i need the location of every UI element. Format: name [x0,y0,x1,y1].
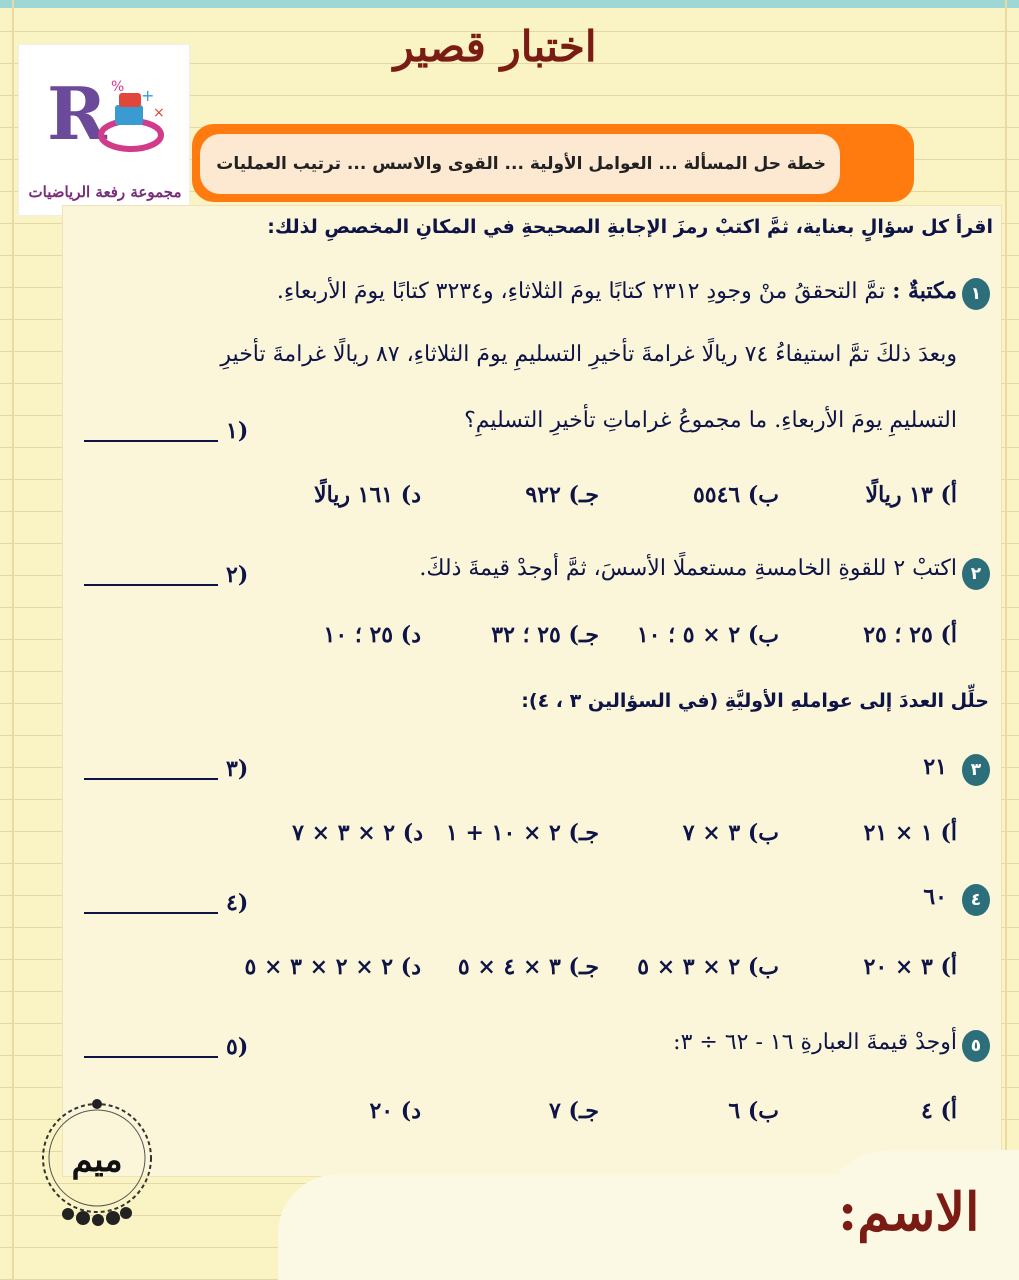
q2-option-b[interactable]: ب) ٢ × ٥ ؛ ١٠ [636,622,779,648]
q3-option-d[interactable]: د) ٢ × ٣ × ٧ [292,820,423,846]
logo [18,44,190,216]
answer-blank[interactable] [84,1056,218,1058]
question-number-badge: ٤ [962,884,990,916]
q4-option-c[interactable]: جـ) ٣ × ٤ × ٥ [457,954,599,980]
instructions: اقرأ كل سؤالٍ بعناية، ثمَّ اكتبْ رمزَ الإجابةِ الصحيحةِ في المكانِ المخصصِ لذلك: [267,216,993,238]
name-label: الاسم: [838,1182,980,1243]
answer-blank[interactable] [84,778,218,780]
signature: ميم [71,1140,123,1180]
q1-option-c[interactable]: جـ) ٩٢٢ [525,482,599,508]
q5-option-d[interactable]: د) ٢٠ [369,1098,421,1124]
q5-option-b[interactable]: ب) ٦ [728,1098,779,1124]
q1-line3: التسليمِ يومَ الأربعاءِ. ما مجموعُ غراماتِ تأخيرِ التسليمِ؟ [464,408,957,433]
q3-option-b[interactable]: ب) ٣ × ٧ [682,820,779,846]
topics-banner-text: خطة حل المسألة ... العوامل الأولية ... القوى والاسس ... ترتيب العمليات [200,134,840,194]
q1-option-d[interactable]: د) ١٦١ ريالًا [314,482,421,508]
answer-number: ٥) [226,1034,249,1060]
q5-option-a[interactable]: أ) ٤ [920,1098,957,1124]
answer-number: ٤) [226,890,249,916]
q1-line1 [277,278,957,304]
question-number-badge: ١ [962,278,990,310]
q1-option-b[interactable]: ب) ٥٥٤٦ [692,482,779,508]
q1-option-a[interactable]: أ) ١٣ ريالًا [865,482,957,508]
answer-blank[interactable] [84,912,218,914]
answer-number: ٣) [226,756,249,782]
question-number-badge: ٢ [962,558,990,590]
q4-option-a[interactable]: أ) ٣ × ٢٠ [863,954,957,980]
q2-option-a[interactable]: أ) ٢٥ ؛ ٢٥ [863,622,957,648]
answer-number: ٢) [226,562,249,588]
question-number-badge: ٣ [962,754,990,786]
q4-text: ٦٠ [923,884,947,910]
q1-line2: وبعدَ ذلكَ تمَّ استيفاءُ ٧٤ ريالًا غرامةَ تأخيرِ التسليمِ يومَ الثلاثاءِ، ٨٧ ريالًا غرامةَ تأخيرِ [220,342,957,367]
q2-option-c[interactable]: جـ) ٢٥ ؛ ٣٢ [491,622,599,648]
q2-option-d[interactable]: د) ٢٥ ؛ ١٠ [323,622,421,648]
q2-text: اكتبْ ٢ للقوةِ الخامسةِ مستعملًا الأسسَ، ثمَّ أوجدْ قيمةَ ذلكَ. [419,556,957,581]
q3-text: ٢١ [923,754,947,780]
q1-line1-text: تمَّ التحققُ منْ وجودِ ٢٣١٢ كتابًا يومَ الثلاثاءِ، و٣٢٣٤ كتابًا يومَ الأربعاءِ. [276,279,886,304]
logo-mark-icon [19,45,191,185]
q5-text: أوجدْ قيمةَ العبارةِ ١٦ - ٦٢ ÷ ٣: [673,1030,957,1055]
svg-text:%: % [111,79,125,95]
margin-line [1005,0,1007,1280]
margin-line [12,0,14,1280]
question-number-badge: ٥ [962,1030,990,1062]
top-strip [0,0,1019,8]
q5-option-c[interactable]: جـ) ٧ [549,1098,599,1124]
answer-number: ١) [226,418,249,444]
topics-banner [192,124,914,202]
q3-option-a[interactable]: أ) ١ × ٢١ [863,820,957,846]
section-instructions: حلِّل العددَ إلى عواملهِ الأوليَّةِ (في السؤالين ٣ ، ٤): [521,690,989,712]
answer-blank[interactable] [84,440,218,442]
q4-option-d[interactable]: د) ٢ × ٢ × ٣ × ٥ [244,954,421,980]
page-title: اختبار قصير [393,22,597,71]
logo-text: مجموعة رفعة الرياضيات [28,183,182,201]
q4-option-b[interactable]: ب) ٢ × ٣ × ٥ [637,954,779,980]
q1-label: مكتبةٌ : [892,278,957,304]
svg-text:+: + [141,86,155,105]
svg-text:×: × [153,105,165,121]
answer-blank[interactable] [84,584,218,586]
svg-text:R: R [47,71,107,156]
q3-option-c[interactable]: جـ) ٢ × ١٠ + ١ [446,820,599,846]
